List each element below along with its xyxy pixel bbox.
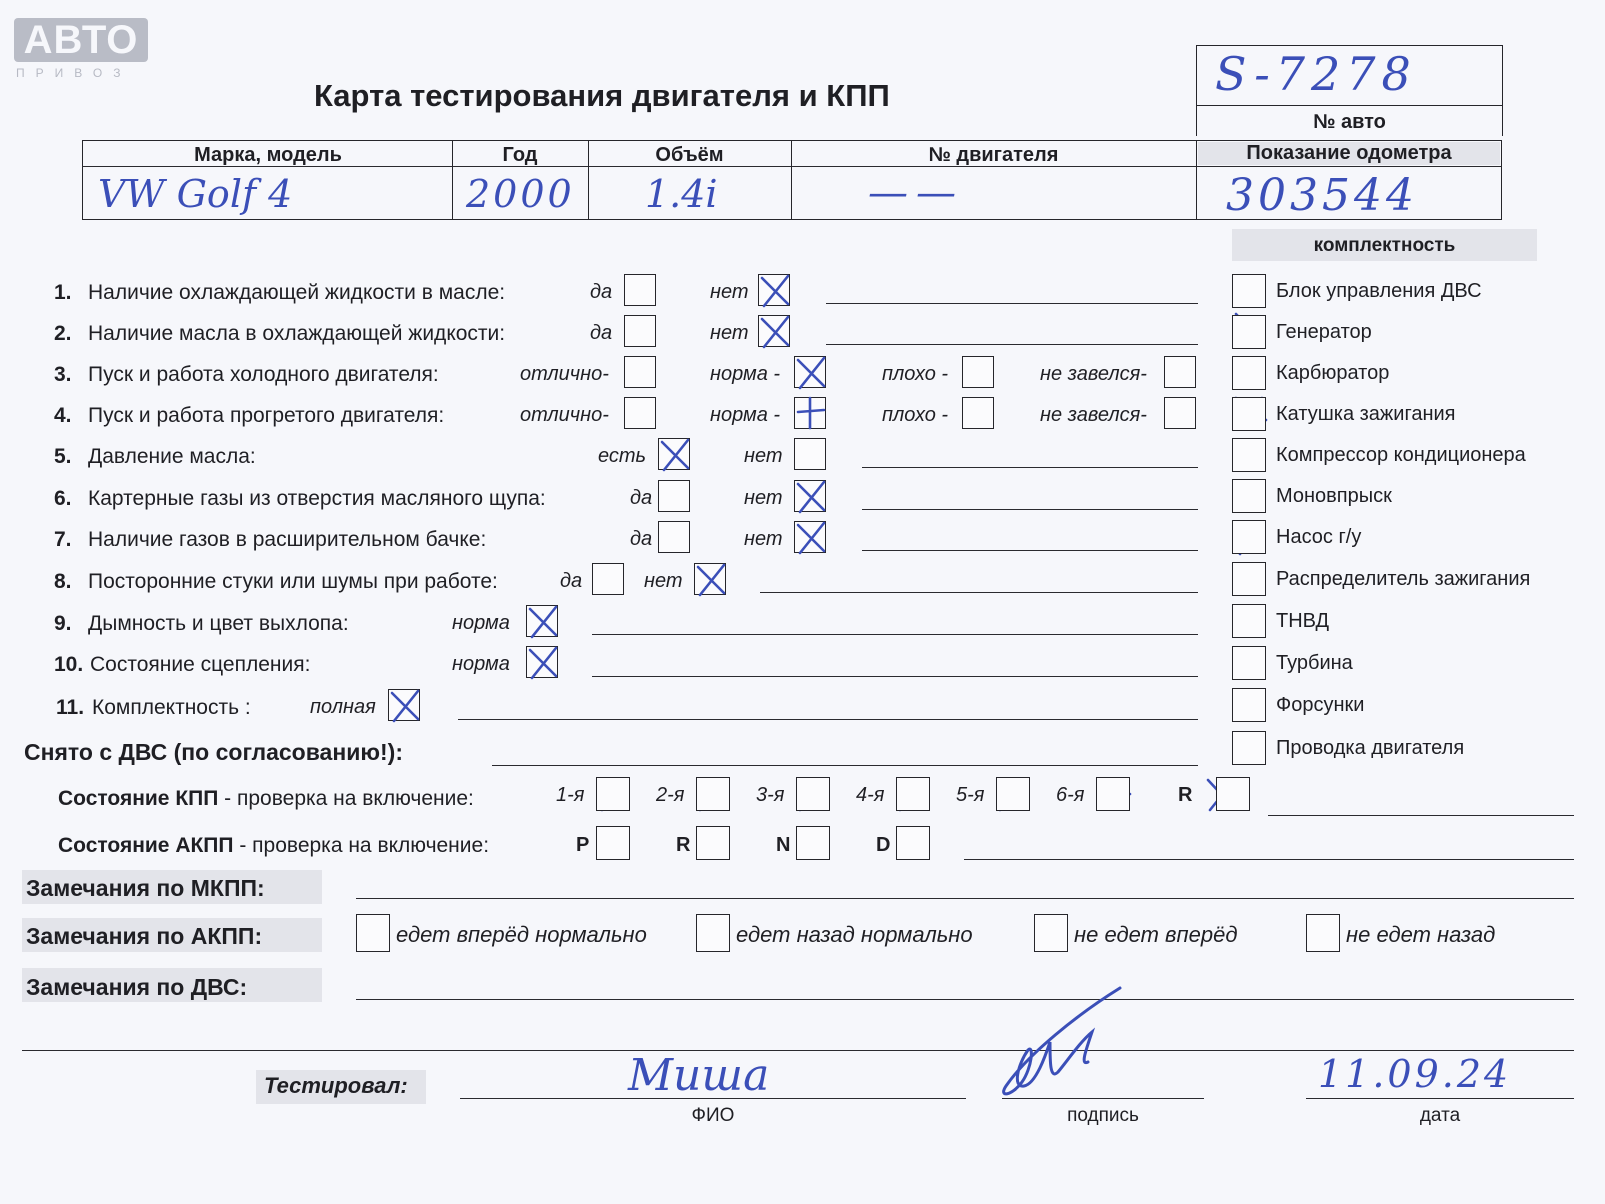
akpp-mode-checkbox-3[interactable] bbox=[796, 826, 830, 860]
akpp-mode-label: D bbox=[876, 834, 891, 856]
q10-label: Состояние сцепления: bbox=[90, 653, 311, 676]
kpp-gear-label: 4-я bbox=[856, 784, 885, 806]
q1-option-yes-label: да bbox=[590, 281, 613, 303]
kpp-gear-checkbox-6[interactable] bbox=[1096, 777, 1130, 811]
kpp-gear-checkbox-5[interactable] bbox=[996, 777, 1030, 811]
q11-option-full-label: полная bbox=[310, 696, 376, 718]
akpp-remark-checkbox-4[interactable] bbox=[1306, 914, 1340, 952]
kpp-gear-label: 6-я bbox=[1056, 784, 1085, 806]
q9-option-normal-label: норма bbox=[452, 612, 510, 634]
avto-logo-subtitle: ПРИВОЗ bbox=[16, 66, 132, 80]
akpp-remark-checkbox-1[interactable] bbox=[356, 914, 390, 952]
remarks-akpp-label: Замечания по АКПП: bbox=[26, 923, 263, 949]
akpp-mode-checkbox-4[interactable] bbox=[896, 826, 930, 860]
q1-label: Наличие охлаждающей жидкости в масле: bbox=[88, 281, 506, 304]
akpp-mode-label: N bbox=[776, 834, 791, 856]
auto-label: № авто bbox=[1313, 111, 1386, 133]
completeness-item-label: Форсунки bbox=[1276, 694, 1365, 716]
akpp-remark-option-label: не едет вперёд bbox=[1074, 922, 1238, 947]
kpp-gear-checkbox-3[interactable] bbox=[796, 777, 830, 811]
odometer-value: 303544 bbox=[1226, 170, 1418, 221]
q8-option-yes-label: да bbox=[560, 570, 583, 592]
completeness-checkbox-9[interactable] bbox=[1232, 604, 1266, 638]
q2-label: Наличие масла в охлаждающей жидкости: bbox=[88, 322, 506, 345]
kpp-label-rest: - проверка на включение: bbox=[218, 787, 474, 810]
q4-option-excellent-label: отлично- bbox=[520, 404, 609, 426]
engine-no-value: —— bbox=[868, 170, 964, 216]
q6-option-yes-label: да bbox=[630, 487, 653, 509]
test-date: 11.09.24 bbox=[1318, 1052, 1512, 1096]
kpp-gear-label: 2-я bbox=[656, 784, 685, 806]
completeness-checkbox-7[interactable] bbox=[1232, 520, 1266, 554]
akpp-remark-option-label: едет назад нормально bbox=[736, 922, 973, 947]
completeness-item-label: Турбина bbox=[1276, 652, 1353, 674]
akpp-remark-option-label: не едет назад bbox=[1346, 922, 1496, 947]
akpp-mode-label: P bbox=[576, 834, 590, 856]
q4-number: 4. bbox=[54, 404, 72, 427]
akpp-mode-checkbox-2[interactable] bbox=[696, 826, 730, 860]
completeness-checkbox-3[interactable] bbox=[1232, 356, 1266, 390]
completeness-checkbox-10[interactable] bbox=[1232, 646, 1266, 680]
q7-number: 7. bbox=[54, 528, 72, 551]
kpp-gear-label: 5-я bbox=[956, 784, 985, 806]
q7-label: Наличие газов в расширительном бачке: bbox=[88, 528, 487, 551]
page-title: Карта тестирования двигателя и КПП bbox=[314, 78, 890, 113]
q11-label: Комплектность : bbox=[92, 696, 251, 719]
completeness-checkbox-11[interactable] bbox=[1232, 688, 1266, 722]
completeness-checkbox-4[interactable] bbox=[1232, 397, 1266, 431]
q9-number: 9. bbox=[54, 612, 72, 635]
q3-label: Пуск и работа холодного двигателя: bbox=[88, 363, 439, 386]
q5-label: Давление масла: bbox=[88, 445, 256, 468]
odometer-label: Показание одометра bbox=[1246, 142, 1452, 164]
q10-option-normal-label: норма bbox=[452, 653, 510, 675]
akpp-label-rest: - проверка на включение: bbox=[233, 834, 490, 857]
q6-option-no-label: нет bbox=[744, 487, 783, 509]
completeness-title: комплектность bbox=[1313, 235, 1456, 256]
q7-option-yes-label: да bbox=[630, 528, 653, 550]
header-model: Марка, модель bbox=[194, 144, 342, 166]
kpp-gear-label: 1-я bbox=[556, 784, 585, 806]
completeness-item-label: Распределитель зажигания bbox=[1276, 568, 1531, 590]
completeness-checkbox-12[interactable] bbox=[1232, 731, 1266, 765]
q2-option-no-label: нет bbox=[710, 322, 749, 344]
q4-option-no-start-label: не завелся- bbox=[1040, 404, 1147, 426]
q1-number: 1. bbox=[54, 281, 72, 304]
completeness-checkbox-2[interactable] bbox=[1232, 315, 1266, 349]
kpp-gear-checkbox-4[interactable] bbox=[896, 777, 930, 811]
completeness-item-label: Генератор bbox=[1276, 321, 1372, 343]
year-value: 2000 bbox=[466, 172, 575, 216]
q8-number: 8. bbox=[54, 570, 72, 593]
completeness-item-label: ТНВД bbox=[1276, 610, 1330, 632]
completeness-item-label: Катушка зажигания bbox=[1276, 403, 1456, 425]
kpp-gear-label: R bbox=[1178, 784, 1193, 806]
header-engine-no: № двигателя bbox=[928, 144, 1059, 166]
kpp-gear-checkbox-7[interactable] bbox=[1216, 777, 1250, 811]
remarks-mkpp-label: Замечания по МКПП: bbox=[26, 875, 265, 901]
q7-option-no-label: нет bbox=[744, 528, 783, 550]
completeness-item-label: Компрессор кондиционера bbox=[1276, 444, 1526, 466]
q4-label: Пуск и работа прогретого двигателя: bbox=[88, 404, 445, 427]
q3-number: 3. bbox=[54, 363, 72, 386]
q8-label: Посторонние стуки или шумы при работе: bbox=[88, 570, 498, 593]
model-value: VW Golf 4 bbox=[98, 172, 293, 216]
q4-option-normal-label: норма - bbox=[710, 404, 781, 426]
akpp-remark-checkbox-2[interactable] bbox=[696, 914, 730, 952]
record-number: S-7278 bbox=[1215, 47, 1417, 101]
q10-number: 10. bbox=[54, 653, 84, 676]
signature-caption: подпись bbox=[1067, 1105, 1139, 1126]
akpp-mode-checkbox-1[interactable] bbox=[596, 826, 630, 860]
q3-option-no-start-label: не завелся- bbox=[1040, 363, 1147, 385]
q5-number: 5. bbox=[54, 445, 72, 468]
completeness-checkbox-1[interactable] bbox=[1232, 274, 1266, 308]
kpp-label: Состояние КПП bbox=[58, 787, 219, 810]
completeness-checkbox-6[interactable] bbox=[1232, 479, 1266, 513]
completeness-item-label: Насос г/у bbox=[1276, 526, 1362, 548]
tested-by-label: Тестировал: bbox=[264, 1073, 408, 1098]
akpp-remark-checkbox-3[interactable] bbox=[1034, 914, 1068, 952]
kpp-gear-checkbox-1[interactable] bbox=[596, 777, 630, 811]
completeness-checkbox-8[interactable] bbox=[1232, 562, 1266, 596]
completeness-checkbox-5[interactable] bbox=[1232, 438, 1266, 472]
q1-option-no-label: нет bbox=[710, 281, 749, 303]
header-year: Год bbox=[502, 144, 538, 166]
q6-label: Картерные газы из отверстия масляного щупа: bbox=[88, 487, 546, 510]
removed-label: Снято с ДВС bbox=[24, 739, 168, 765]
volume-value: 1.4i bbox=[645, 172, 718, 216]
q11-number: 11. bbox=[56, 696, 85, 719]
q8-option-no-label: нет bbox=[644, 570, 683, 592]
completeness-item-label: Проводка двигателя bbox=[1276, 737, 1465, 759]
q3-option-normal-label: норма - bbox=[710, 363, 781, 385]
q3-option-bad-label: плохо - bbox=[882, 363, 949, 385]
q2-number: 2. bbox=[54, 322, 72, 345]
tester-name: Миша bbox=[628, 1050, 770, 1101]
akpp-remark-option-label: едет вперёд нормально bbox=[396, 922, 647, 947]
q5-option-absent-label: нет bbox=[744, 445, 783, 467]
completeness-item-label: Моновпрыск bbox=[1276, 485, 1392, 507]
avto-logo: АВТО bbox=[14, 18, 148, 62]
q5-option-present-label: есть bbox=[598, 445, 647, 467]
header-volume: Объём bbox=[655, 144, 724, 166]
q6-number: 6. bbox=[54, 487, 72, 510]
akpp-mode-label: R bbox=[676, 834, 691, 856]
q9-label: Дымность и цвет выхлопа: bbox=[88, 612, 349, 635]
kpp-gear-checkbox-2[interactable] bbox=[696, 777, 730, 811]
remarks-dvs-label: Замечания по ДВС: bbox=[26, 974, 248, 1000]
removed-note: (по согласованию!): bbox=[173, 739, 403, 765]
completeness-item-label: Блок управления ДВС bbox=[1276, 280, 1482, 302]
kpp-gear-label: 3-я bbox=[756, 784, 785, 806]
q4-option-bad-label: плохо - bbox=[882, 404, 949, 426]
date-caption: дата bbox=[1419, 1105, 1461, 1126]
name-caption: ФИО bbox=[691, 1105, 735, 1126]
akpp-label: Состояние АКПП bbox=[58, 834, 234, 857]
q2-option-yes-label: да bbox=[590, 322, 613, 344]
q3-option-excellent-label: отлично- bbox=[520, 363, 609, 385]
completeness-item-label: Карбюратор bbox=[1276, 362, 1390, 384]
